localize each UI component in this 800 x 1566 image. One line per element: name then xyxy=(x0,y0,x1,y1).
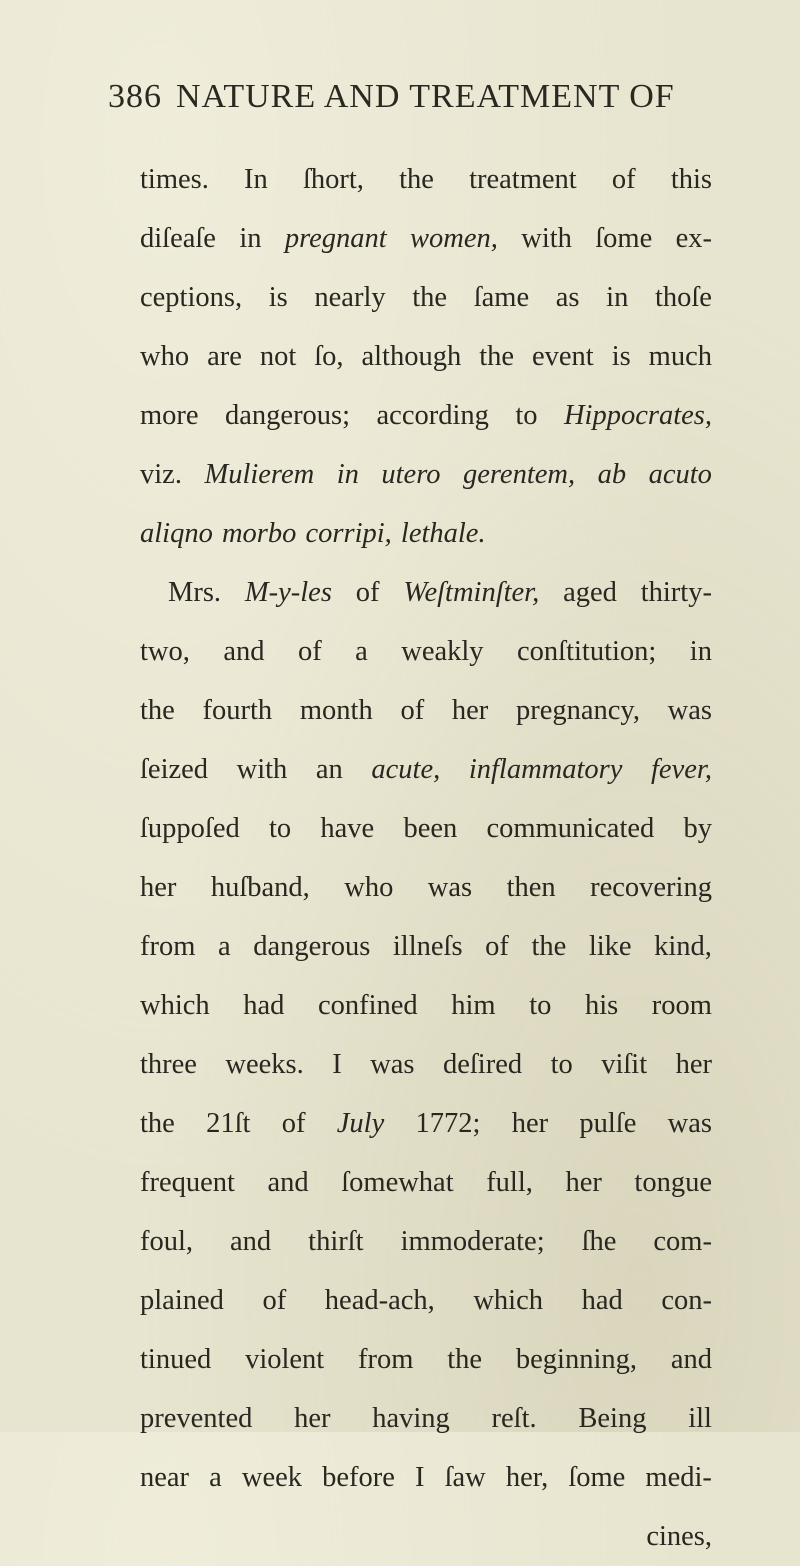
word: com- xyxy=(653,1226,712,1257)
word: immoderate; xyxy=(400,1226,545,1257)
italic-word: M-y-les xyxy=(244,577,332,608)
word: is xyxy=(268,282,288,313)
word: viſit xyxy=(601,1049,648,1080)
word: with xyxy=(236,754,288,785)
word: according xyxy=(376,400,489,431)
italic-word: acuto xyxy=(648,459,712,490)
word: of xyxy=(281,1108,306,1139)
text-line xyxy=(140,681,712,740)
word: recovering xyxy=(590,872,712,903)
word: prevented xyxy=(140,1403,253,1434)
word: the xyxy=(412,282,448,313)
text-line xyxy=(140,1389,712,1448)
italic-word: corripi, xyxy=(305,518,392,549)
word: the xyxy=(140,1108,175,1139)
text-line xyxy=(140,563,712,622)
text-line xyxy=(140,976,712,1035)
word: a xyxy=(217,931,231,962)
word: thoſe xyxy=(654,282,712,313)
word: of xyxy=(262,1285,287,1316)
word: tongue xyxy=(634,1167,712,1198)
word: have xyxy=(320,813,375,844)
word: I xyxy=(332,1049,342,1080)
word: ſhort, xyxy=(302,164,364,195)
word: aged xyxy=(563,577,617,608)
word: who xyxy=(344,872,394,903)
word: was xyxy=(667,695,712,726)
word: to xyxy=(515,400,538,431)
word: in xyxy=(239,223,262,254)
word: tinued xyxy=(140,1344,212,1375)
text-line xyxy=(140,150,712,209)
word: ſome xyxy=(595,223,653,254)
word: a xyxy=(209,1462,222,1493)
word: conſtitution; xyxy=(517,636,657,667)
word: ceptions, xyxy=(140,282,243,313)
word: who xyxy=(140,341,190,372)
word: not xyxy=(259,341,297,372)
word: the xyxy=(140,695,175,726)
text-line xyxy=(140,799,712,858)
catchword-line xyxy=(140,1507,712,1566)
word: in xyxy=(689,636,712,667)
word: kind, xyxy=(654,931,712,962)
word: three xyxy=(140,1049,197,1080)
italic-word: lethale. xyxy=(400,518,486,549)
word: 21ſt xyxy=(206,1108,251,1139)
word: the xyxy=(399,164,434,195)
word: I xyxy=(415,1462,425,1493)
word: ſo, xyxy=(314,341,344,372)
word: ſeized xyxy=(140,754,209,785)
word: confined xyxy=(317,990,418,1021)
text-line xyxy=(140,504,712,563)
word: with xyxy=(521,223,572,254)
word: of xyxy=(297,636,322,667)
word: week xyxy=(241,1462,303,1493)
italic-word: in xyxy=(336,459,359,490)
word: and xyxy=(670,1344,712,1375)
text-line xyxy=(140,386,712,445)
word: head-ach, xyxy=(324,1285,435,1316)
italic-word: pregnant xyxy=(284,223,387,254)
text-line xyxy=(140,1094,712,1153)
text-line xyxy=(140,445,712,504)
word: ſomewhat xyxy=(341,1167,454,1198)
word: dangerous xyxy=(253,931,371,962)
word: having xyxy=(372,1403,450,1434)
word: illneſs xyxy=(392,931,463,962)
italic-word: Hippocrates, xyxy=(563,400,712,431)
word: from xyxy=(140,931,196,962)
word: by xyxy=(683,813,712,844)
word: her xyxy=(511,1108,549,1139)
word: more xyxy=(140,400,199,431)
word: viz. xyxy=(140,459,182,490)
word: and xyxy=(230,1226,272,1257)
word: and xyxy=(223,636,265,667)
word: her xyxy=(565,1167,602,1198)
word: dangerous; xyxy=(225,400,351,431)
word: Mrs. xyxy=(168,577,222,608)
word: communicated xyxy=(486,813,655,844)
word: and xyxy=(267,1167,309,1198)
word: fourth xyxy=(202,695,273,726)
word: month xyxy=(299,695,373,726)
italic-word: fever, xyxy=(651,754,712,785)
word: of xyxy=(400,695,425,726)
word: foul, xyxy=(140,1226,194,1257)
italic-word: July xyxy=(336,1108,385,1139)
word: thirſt xyxy=(308,1226,364,1257)
word: to xyxy=(529,990,552,1021)
word: had xyxy=(243,990,285,1021)
word: an xyxy=(315,754,343,785)
word: weakly xyxy=(401,636,484,667)
word: in xyxy=(606,282,629,313)
text-line xyxy=(140,327,712,386)
word: frequent xyxy=(140,1167,235,1198)
italic-word: inflammatory xyxy=(468,754,623,785)
word: diſeaſe xyxy=(140,223,216,254)
text-line xyxy=(140,209,712,268)
word: which xyxy=(140,990,210,1021)
word: was xyxy=(370,1049,415,1080)
word: the xyxy=(531,931,567,962)
word: was xyxy=(427,872,473,903)
page-number: 386 xyxy=(108,78,162,115)
word: thirty- xyxy=(640,577,712,608)
text-line xyxy=(140,1153,712,1212)
italic-word: aliqno xyxy=(140,518,213,549)
word: deſired xyxy=(442,1049,523,1080)
word: ſhe xyxy=(581,1226,617,1257)
word: ſame xyxy=(473,282,530,313)
word: ſome xyxy=(568,1462,626,1493)
word: much xyxy=(648,341,712,372)
word: huſband, xyxy=(210,872,310,903)
word: plained xyxy=(140,1285,224,1316)
word: medi- xyxy=(645,1462,712,1493)
word: was xyxy=(667,1108,712,1139)
word: her xyxy=(140,872,177,903)
word: from xyxy=(358,1344,414,1375)
word: ſaw xyxy=(444,1462,486,1493)
word: reſt. xyxy=(491,1403,537,1434)
italic-word: utero xyxy=(381,459,441,490)
text-line xyxy=(140,1035,712,1094)
text-line xyxy=(140,1212,712,1271)
word: her, xyxy=(505,1462,549,1493)
text-line xyxy=(140,1271,712,1330)
word: ill xyxy=(688,1403,712,1434)
word: Being xyxy=(578,1403,647,1434)
word: like xyxy=(588,931,632,962)
word: the xyxy=(479,341,515,372)
word: of xyxy=(355,577,380,608)
word: weeks. xyxy=(225,1049,304,1080)
word: In xyxy=(244,164,268,195)
word: a xyxy=(355,636,368,667)
word: 1772; xyxy=(415,1108,481,1139)
word: is xyxy=(611,341,631,372)
word: of xyxy=(485,931,509,962)
italic-word: morbo xyxy=(221,518,297,549)
word: two, xyxy=(140,636,190,667)
word: as xyxy=(555,282,580,313)
italic-word: Weſtminſter, xyxy=(403,577,540,608)
word: full, xyxy=(486,1167,533,1198)
word: room xyxy=(651,990,712,1021)
word: con- xyxy=(661,1285,712,1316)
word: her xyxy=(675,1049,712,1080)
word: her xyxy=(294,1403,331,1434)
word: are xyxy=(207,341,242,372)
word: this xyxy=(670,164,712,195)
word: times. xyxy=(140,164,209,195)
text-line xyxy=(140,1448,712,1507)
word: ſuppoſed xyxy=(140,813,240,844)
italic-word: ab xyxy=(597,459,627,490)
word: treatment xyxy=(469,164,577,195)
word: although xyxy=(361,341,462,372)
text-line xyxy=(140,1330,712,1389)
word: his xyxy=(584,990,619,1021)
text-line xyxy=(140,740,712,799)
text-line xyxy=(140,268,712,327)
word: nearly xyxy=(314,282,386,313)
word: been xyxy=(403,813,458,844)
word: of xyxy=(611,164,636,195)
word: violent xyxy=(245,1344,325,1375)
italic-word: acute, xyxy=(371,754,441,785)
running-head xyxy=(108,78,675,116)
running-head-title: NATURE AND TREATMENT OF xyxy=(176,78,675,115)
word: pulſe xyxy=(579,1108,637,1139)
word: before xyxy=(322,1462,395,1493)
text-line xyxy=(140,858,712,917)
italic-word: women, xyxy=(410,223,498,254)
text-line xyxy=(140,622,712,681)
italic-word: gerentem, xyxy=(462,459,576,490)
word: near xyxy=(140,1462,190,1493)
word: then xyxy=(506,872,556,903)
word: to xyxy=(268,813,292,844)
word: him xyxy=(451,990,496,1021)
italic-word: Mulierem xyxy=(204,459,315,490)
body-text xyxy=(140,150,712,1566)
word: had xyxy=(581,1285,623,1316)
word: the xyxy=(447,1344,483,1375)
word: which xyxy=(473,1285,543,1316)
catchword: cines, xyxy=(646,1521,712,1552)
word: event xyxy=(532,341,594,372)
word: to xyxy=(550,1049,573,1080)
word: beginning, xyxy=(515,1344,638,1375)
word: her xyxy=(451,695,489,726)
word: pregnancy, xyxy=(515,695,640,726)
text-line xyxy=(140,917,712,976)
word: ex- xyxy=(675,223,712,254)
